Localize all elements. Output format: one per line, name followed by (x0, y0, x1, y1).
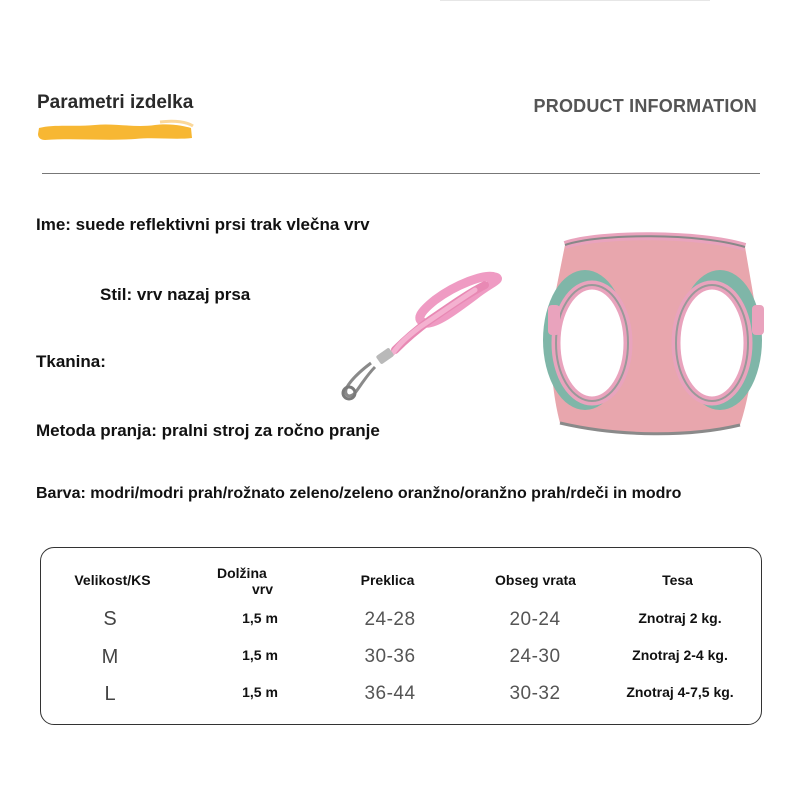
col-header-length-line2: vrv (252, 581, 274, 597)
table-row-size: M (101, 646, 119, 668)
table-row-length: 1,5 m (242, 647, 278, 663)
param-name: Ime: suede reflektivni prsi trak vlečna vrv (36, 215, 370, 234)
table-row-weight: Znotraj 2 kg. (638, 610, 722, 626)
header-divider (42, 173, 760, 174)
table-row-length: 1,5 m (242, 610, 278, 626)
table-row-neck: 24-30 (509, 646, 561, 667)
col-header-chest: Preklica (360, 572, 415, 588)
harness-image (540, 225, 770, 445)
table-row-weight: Znotraj 4-7,5 kg. (626, 684, 734, 700)
section-title: Parametri izdelka (37, 92, 194, 113)
table-row-weight: Znotraj 2-4 kg. (632, 647, 728, 663)
table-row-chest: 30-36 (364, 646, 416, 667)
param-wash-method: Metoda pranja: pralni stroj za ročno pranje (36, 421, 380, 440)
col-header-length-line1: Dolžina (217, 565, 267, 581)
top-hairline (440, 0, 710, 1)
title-underline-brush (35, 118, 195, 142)
param-fabric: Tkanina: (36, 352, 106, 371)
leash-image (335, 265, 510, 405)
col-header-size: Velikost/KS (74, 572, 151, 588)
table-row-size: L (104, 683, 116, 705)
section-title-en: PRODUCT INFORMATION (533, 96, 757, 116)
param-style: Stil: vrv nazaj prsa (100, 285, 251, 304)
param-color: Barva: modri/modri prah/rožnato zeleno/zeleno oranžno/oranžno prah/rdeči in modro (36, 485, 682, 502)
table-row-chest: 36-44 (364, 683, 416, 704)
table-row-neck: 30-32 (509, 683, 561, 704)
table-row-neck: 20-24 (509, 609, 561, 630)
table-row-length: 1,5 m (242, 684, 278, 700)
col-header-weight: Tesa (662, 572, 693, 588)
col-header-length (200, 565, 290, 597)
col-header-neck: Obseg vrata (495, 572, 576, 588)
table-row-size: S (103, 608, 117, 630)
table-row-chest: 24-28 (364, 609, 416, 630)
